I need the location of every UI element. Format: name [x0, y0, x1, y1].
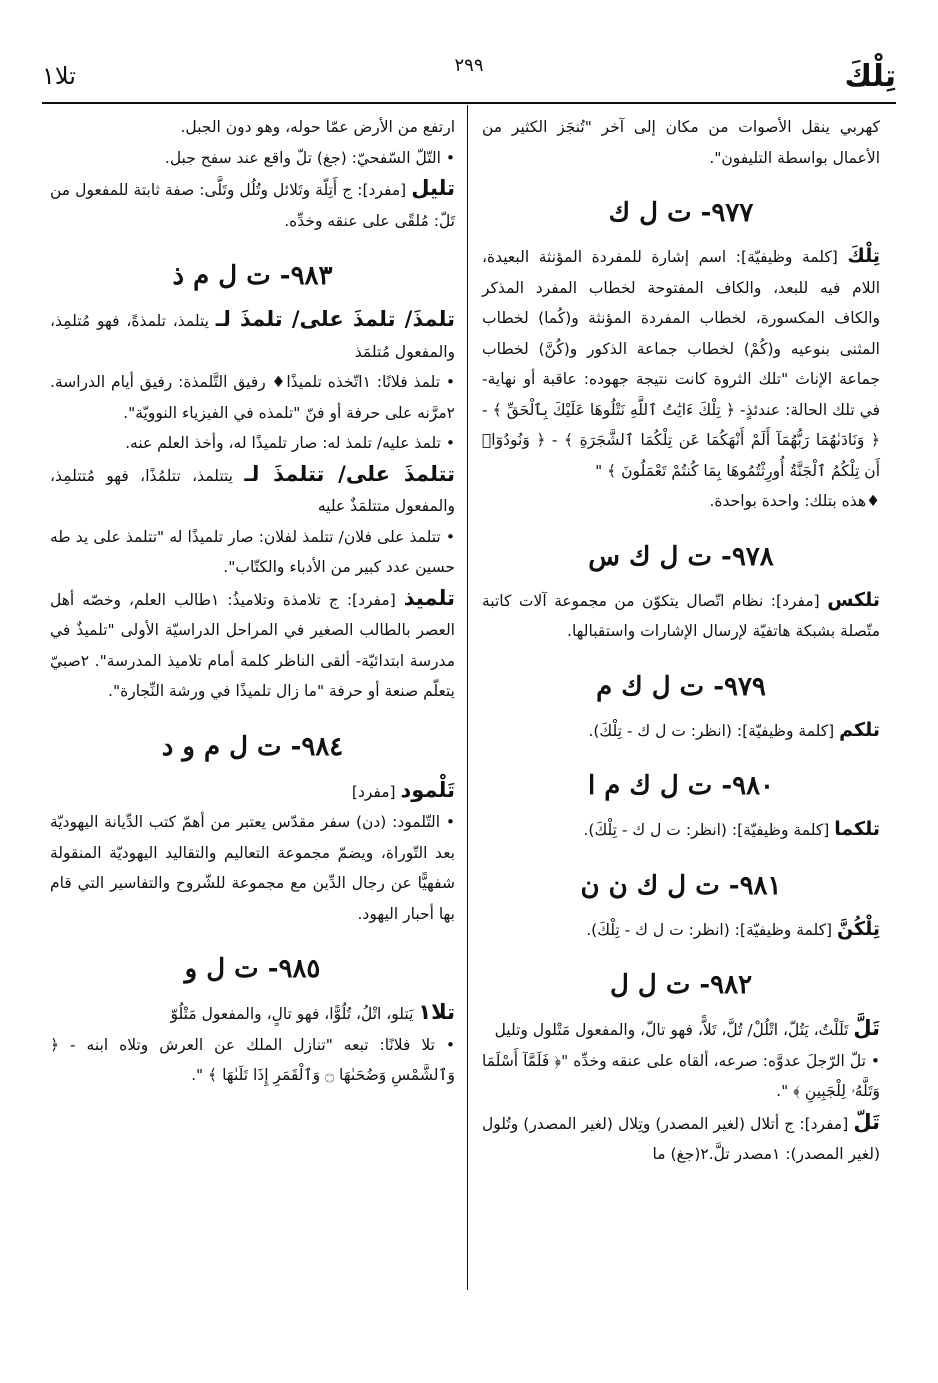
headword: تليل	[411, 176, 455, 200]
headword: تلكما	[834, 818, 880, 840]
definition: [مفرد]	[351, 782, 401, 801]
root-heading-983: ٩٨٣- ت ل م ذ	[172, 261, 333, 291]
left-column	[50, 112, 455, 1091]
root-heading-978: ٩٧٨- ت ل ك س	[588, 541, 774, 572]
page-header	[42, 55, 896, 97]
root-heading-985: ٩٨٥- ت ل و	[184, 954, 321, 984]
entry-982	[482, 1013, 880, 1046]
definition: [كلمة وظيفيّة]: اسم إشارة للمفردة المؤنثة البعيدة، اللام فيه للبعد، والكاف المفتوحة لخطاب المفرد المذكر والكاف المكسورة، لخطاب المفردة المؤنثة و(كُما) لخطاب المثنى بنوعيه و(كُمْ) لخطاب جماعة الذكور و(كُنَّ) لخطاب جماعة الإناث "تلك الثروة كانت نتيجة جهوده: عاقبة أو نهاية- في تلك الحالة: عندئذٍ- ﴿ تِلْكَ ءَايَٰتُ ٱللَّهِ نَتْلُوهَا عَلَيْكَ بِٱلْحَقِّ ﴾ - ﴿ وَنَادَىٰهُمَا رَبُّهُمَآ أَلَمْ أَنْهَكُمَا عَن تِلْكُمَا ٱلشَّجَرَةِ ﴾ - ﴿ وَنُودُوٓا۟ أَن تِلْكُمُ ٱلْجَنَّةُ أُورِثْتُمُوهَا بِمَا كُنتُمْ تَعْمَلُونَ ﴾ "	[482, 248, 880, 480]
entry-977-note: ♦هذه بتلك: واحدة بواحدة.	[709, 492, 880, 510]
entry-983-example-2: • تلمذ عليه/ تلمذ له: صار تلميذًا له، وأخذ العلم عنه.	[125, 434, 455, 452]
definition: [كلمة وظيفيّة]: (انظر: ت ل ك - تِلْكَ).	[588, 721, 840, 740]
entry-983b	[50, 459, 455, 522]
entry-983	[50, 304, 455, 367]
definition: [مفرد]: نظام اتّصال يتكوّن من مجموعة آلات كاتبة متّصلة بشبكة هاتفيّة لإرسال الإشارات واستقبالها.	[482, 591, 880, 640]
headword: تَلْمود	[400, 777, 455, 802]
headword: تلمذَ/ تلمذَ على/ تلمذَ لـ	[215, 307, 455, 331]
header-guide-word-left: تلا١	[42, 62, 76, 90]
headword: تلكس	[827, 588, 880, 611]
entry-985-example: • تلا فلانًا: تبعه "تنازل الملك عن العرش وتلاه ابنه - ﴿ وَٱلشَّمْسِ وَضُحَىٰهَا ۝ وَٱلْقَمَرِ إِذَا تَلَىٰهَا ﴾ ".	[50, 1035, 455, 1084]
root-heading-984: ٩٨٤- ت ل م و د	[161, 731, 344, 762]
sub-entry: • التّلّ السّفحيّ: (جغ) تلّ واقع عند سفح جبل.	[164, 148, 455, 167]
entry-978	[482, 585, 880, 647]
headword: تلا١	[418, 1000, 455, 1024]
entry-984	[50, 775, 455, 808]
headword: تِلْكَ	[847, 245, 880, 267]
root-heading-977: ٩٧٧- ت ل ك	[608, 198, 754, 228]
entry-982-example: • تلّ الرّجلَ عدوَّه: صرعه، ألقاه على عنقه وخدِّه "﴿ فَلَمَّآ أَسْلَمَا وَتَلَّهُۥ لِلْجَبِينِ ﴾ ".	[482, 1051, 880, 1100]
continuation-text: كهربي ينقل الأصوات من مكان إلى آخر "تُنجَز الكثير من الأعمال بواسطة التليفون".	[482, 118, 880, 167]
definition: [كلمة وظيفيّة]: (انظر: ت ل ك - تِلْكَ).	[583, 821, 835, 839]
entry-985	[50, 997, 455, 1030]
headword: تَلّ	[853, 1109, 880, 1134]
headword: تلميذ	[403, 585, 456, 610]
column-divider	[467, 105, 468, 1290]
definition: يَتلو، اتْلُ، تُلُوًّا، فهو تالٍ، والمفعول مَتْلُوّ	[170, 1005, 419, 1023]
definition: يتتلمذ، تتلمُذًا، فهو مُتتلمِذ، والمفعول متتلمَذٌ عليه	[50, 466, 455, 515]
root-heading-981: ٩٨١- ت ل ك ن ن	[580, 870, 782, 901]
entry-984-example: • التّلمود: (دن) سفر مقدّس يعتبر من أهمّ كتب الدِّيانة اليهوديّة بعد التّوراة، ويضمّ مجموعة التعاليم والتقاليد اليهوديّة المنقولة شفهيًّا عن رجال الدِّين مع مجموعة للشّروح والتفاسير التي قام بها أحبار اليهود.	[50, 813, 455, 923]
definition: يتلمذ، تلمذةً، فهو مُتلمِذ، والمفعول مُتلمَذ	[50, 312, 455, 361]
entry-tall	[50, 173, 455, 236]
entry-983b-example: • تتلمذ على فلان/ تتلمذ لفلان: صار تلميذًا له "تتلمذ على يد طه حسين عدد كبير من الأدباء والكتّاب".	[50, 527, 455, 576]
headword: تَلَّ	[853, 1016, 880, 1040]
right-column	[482, 112, 880, 1170]
entry-982b	[482, 1107, 880, 1170]
definition: [مفرد]: ج أتلال (لغير المصدر) وتِلال (لغير المصدر) وتُلول (لغير المصدر): ١مصدر تلَّ.٢(جغ) ما	[482, 1114, 880, 1163]
entry-983-example-1: • تلمذ فلانًا: ١اتّخذه تلميذًا♦ رفيق التَّلمذة: رفيق أيام الدراسة. ٢مرَّنه على حرفة أو فنّ "تلمذه في الفيزياء النوويّة".	[50, 373, 455, 422]
header-rule	[42, 102, 896, 104]
entry-979	[482, 715, 880, 747]
headword: تتلمذَ على/ تتلمذَ لـ	[244, 461, 455, 486]
root-heading-979: ٩٧٩- ت ل ك م	[596, 671, 766, 702]
root-heading-982: ٩٨٢- ت ل ل	[609, 970, 753, 1000]
definition: تَلَلْتُ، يَتُلّ، اتْلُلْ/ تُلَّ، تَلاًّ، فهو تالّ، والمفعول مَتْلول وتليل	[494, 1021, 854, 1039]
definition: [مفرد]: ج تلامذة وتلاميذُ: ١طالب العلم، وخصّه أهل العصر بالطالب الصغير في المراحل الدراسيّة الأولى "تلميذٌ في مدرسة ابتدائيّة- ألقى الناظر كلمة أمام تلاميذ المدرسة". ٢صبيّ يتعلّم صنعة أو حرفة "ما زال تلميذًا في ورشة النِّجارة".	[50, 590, 455, 700]
entry-977	[482, 241, 880, 486]
definition: [كلمة وظيفيّة]: (انظر: ت ل ك - تِلْكَ).	[586, 920, 837, 939]
page-number: ٢٩٩	[454, 55, 484, 76]
headword: تلكم	[839, 718, 880, 741]
continuation-text: ارتفع من الأرض عمّا حوله، وهو دون الجبل.	[180, 118, 455, 136]
entry-980	[482, 814, 880, 846]
entry-981	[482, 914, 880, 946]
definition: [مفرد]: ج أَتِلّة وتَلائل وتُلُل وتَلَّى: صفة ثابتة للمفعول من تَلّ: مُلقًى على عنقه وخدِّه.	[50, 181, 455, 230]
headword: تِلْكُنَّ	[836, 917, 880, 940]
header-guide-word-right: تِلْكَ	[844, 58, 896, 94]
root-heading-980: ٩٨٠- ت ل ك م ا	[587, 771, 775, 801]
entry-983c	[50, 583, 455, 707]
